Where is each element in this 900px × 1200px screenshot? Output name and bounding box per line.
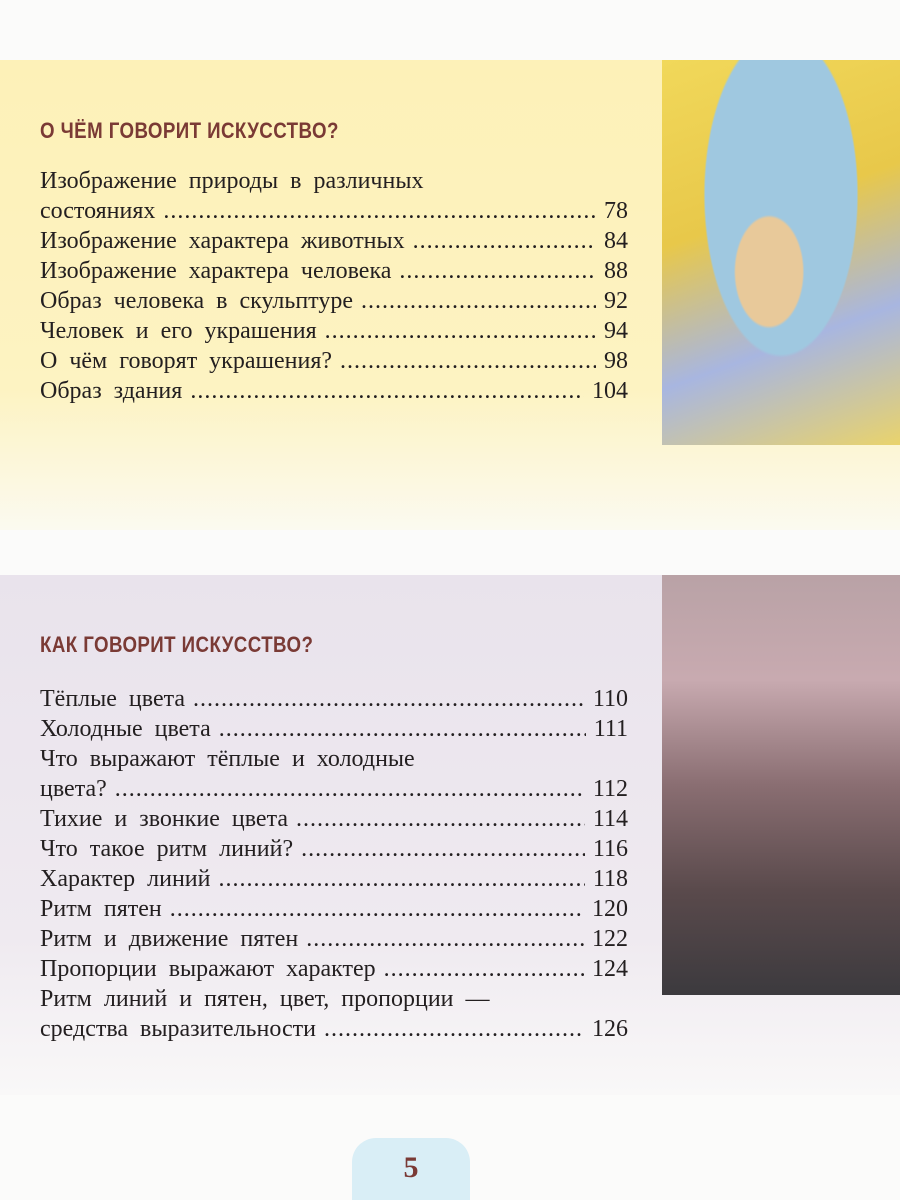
section2-toc bbox=[40, 684, 628, 1044]
dot-leader bbox=[340, 346, 596, 376]
toc-page-number: 116 bbox=[592, 836, 628, 862]
dot-leader bbox=[361, 286, 596, 316]
toc-entry[interactable] bbox=[40, 864, 628, 894]
dot-leader bbox=[296, 804, 585, 834]
toc-entry[interactable] bbox=[40, 196, 628, 226]
toc-page-number: 122 bbox=[592, 926, 628, 952]
toc-entry[interactable] bbox=[40, 316, 628, 346]
toc-page-number: 92 bbox=[604, 288, 628, 314]
toc-entry[interactable] bbox=[40, 286, 628, 316]
dot-leader bbox=[384, 954, 584, 984]
toc-entry[interactable] bbox=[40, 924, 628, 954]
toc-entry-label: Пропорции выражают характер bbox=[40, 956, 376, 982]
toc-page-number: 114 bbox=[592, 806, 628, 832]
dot-leader bbox=[399, 256, 596, 286]
toc-entry-label: состояниях bbox=[40, 198, 156, 224]
toc-entry-label: Тёплые цвета bbox=[40, 686, 186, 712]
dot-leader bbox=[301, 834, 585, 864]
toc-entry[interactable] bbox=[40, 1014, 628, 1044]
toc-page-number: 110 bbox=[592, 686, 628, 712]
toc-entry[interactable] bbox=[40, 774, 628, 804]
dot-leader bbox=[324, 1014, 584, 1044]
toc-entry[interactable] bbox=[40, 714, 628, 744]
dot-leader bbox=[306, 924, 584, 954]
dot-leader bbox=[193, 684, 585, 714]
toc-entry-label: Изображение природы в различных bbox=[40, 168, 424, 194]
dot-leader bbox=[170, 894, 584, 924]
toc-entry-label: О чём говорят украшения? bbox=[40, 348, 333, 374]
toc-entry-label: Образ человека в скульптуре bbox=[40, 288, 354, 314]
toc-page-number: 104 bbox=[592, 378, 628, 404]
dot-leader bbox=[163, 196, 596, 226]
illustration-landscape-trees bbox=[662, 575, 900, 995]
toc-entry-label: Характер линий bbox=[40, 866, 211, 892]
toc-page-number: 124 bbox=[592, 956, 628, 982]
toc-entry-label: Холодные цвета bbox=[40, 716, 211, 742]
toc-entry-label: Тихие и звонкие цвета bbox=[40, 806, 289, 832]
toc-entry[interactable] bbox=[40, 804, 628, 834]
toc-entry[interactable] bbox=[40, 226, 628, 256]
toc-entry[interactable] bbox=[40, 256, 628, 286]
dot-leader bbox=[325, 316, 596, 346]
toc-entry-label: Изображение характера человека bbox=[40, 258, 392, 284]
section1-toc bbox=[40, 166, 628, 406]
dot-leader bbox=[190, 376, 584, 406]
toc-page-number: 84 bbox=[604, 228, 628, 254]
toc-entry-label: Изображение характера животных bbox=[40, 228, 405, 254]
toc-page-number: 111 bbox=[593, 716, 628, 742]
toc-entry[interactable] bbox=[40, 376, 628, 406]
toc-entry[interactable] bbox=[40, 954, 628, 984]
toc-entry[interactable] bbox=[40, 834, 628, 864]
dot-leader bbox=[219, 714, 586, 744]
dot-leader bbox=[115, 774, 585, 804]
toc-entry-label: Человек и его украшения bbox=[40, 318, 317, 344]
toc-entry-label: Ритм линий и пятен, цвет, пропорции — bbox=[40, 986, 490, 1012]
toc-entry-label: цвета? bbox=[40, 776, 107, 802]
dot-leader bbox=[218, 864, 584, 894]
toc-entry-label: Ритм и движение пятен bbox=[40, 926, 299, 952]
toc-entry-label: Ритм пятен bbox=[40, 896, 162, 922]
toc-entry[interactable] bbox=[40, 346, 628, 376]
toc-page-number: 98 bbox=[604, 348, 628, 374]
toc-page-number: 112 bbox=[592, 776, 628, 802]
toc-entry-label: Что такое ритм линий? bbox=[40, 836, 294, 862]
toc-page-number: 88 bbox=[604, 258, 628, 284]
toc-page-number: 94 bbox=[604, 318, 628, 344]
toc-page-number: 120 bbox=[592, 896, 628, 922]
toc-page-number: 78 bbox=[604, 198, 628, 224]
section1-title: О ЧЁМ ГОВОРИТ ИСКУССТВО? bbox=[40, 118, 339, 143]
toc-entry-label: средства выразительности bbox=[40, 1016, 316, 1042]
toc-entry-label: Что выражают тёплые и холодные bbox=[40, 746, 415, 772]
toc-entry[interactable] bbox=[40, 894, 628, 924]
toc-page-number: 118 bbox=[592, 866, 628, 892]
toc-entry[interactable] bbox=[40, 684, 628, 714]
illustration-girl-kokoshnik bbox=[662, 60, 900, 445]
page-number: 5 bbox=[352, 1138, 470, 1200]
dot-leader bbox=[413, 226, 596, 256]
toc-page-number: 126 bbox=[592, 1016, 628, 1042]
section2-title: КАК ГОВОРИТ ИСКУССТВО? bbox=[40, 632, 314, 657]
toc-entry-label: Образ здания bbox=[40, 378, 183, 404]
